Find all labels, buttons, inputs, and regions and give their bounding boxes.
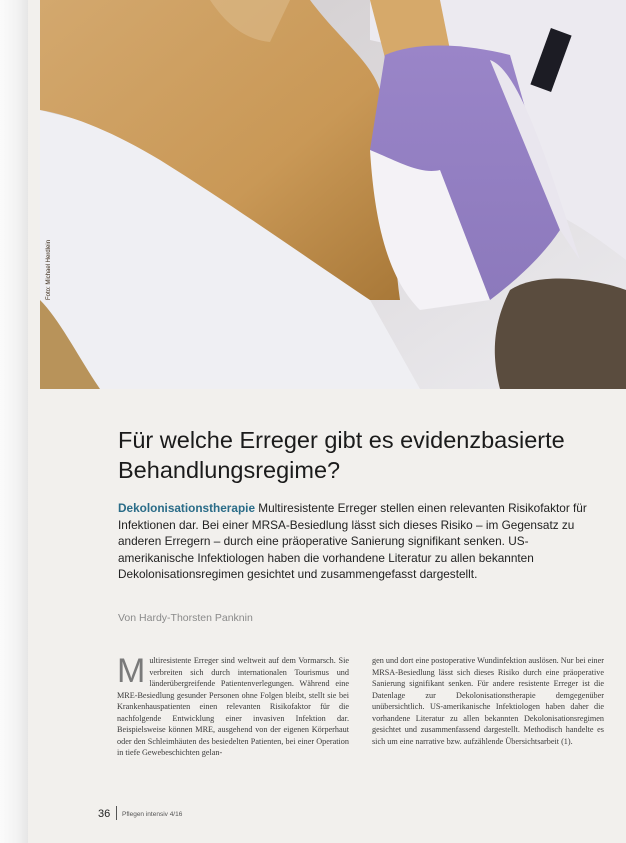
- lead-text: Multiresistente Erreger stellen einen relevanten Risikofaktor für Infektionen dar. Bei einer MRSA-Besiedlung lässt sich dieses Risiko – im Gegensatz zu anderen Erregern – durch eine präoperative Sanierung signifikant senken. US-amerikanische Infektiologen haben die vorhandene Literatur zu allen bekannten Dekolonisationsregimen gesichtet und zusammengefasst dargestellt.: [118, 501, 587, 582]
- photo-credit: Foto: Michael Herdlein: [46, 239, 52, 300]
- magazine-page: [28, 0, 626, 843]
- photo-arm-washing-glove: [40, 0, 626, 389]
- author-byline: Von Hardy-Thorsten Panknin: [118, 612, 253, 624]
- journal-name: Pflegen intensiv 4/16: [122, 811, 183, 818]
- drop-cap: M: [117, 652, 146, 690]
- lead-keyword: Dekolonisationstherapie: [118, 501, 256, 515]
- footer-divider: [116, 806, 117, 820]
- article-title: Für welche Erreger gibt es evidenzbasierte Behandlungsregime?: [118, 427, 565, 483]
- body-column-1: [117, 652, 349, 759]
- page-number: 36: [98, 808, 111, 820]
- scan-margin: [0, 0, 28, 843]
- body-column-2: gen und dort eine postoperative Wundinfektion auslösen. Nur bei einer MRSA-Besiedlung lässt sich dieses Risiko durch eine präoperative Sanierung signifikant senken. Für andere resistente Erreger ist die Datenlage zur Dekolonisationstherapie demgegenüber unübersichtlich. US-amerikanische Infektiologen haben daher die vorhandene Literatur zu allen bekannten Dekolonisationsregimen gesichtet und zusammenfassend dargestellt. Methodisch handelte es sich um eine narrative bzw. aufzählende Übersichtsarbeit (1).: [372, 656, 604, 746]
- article-lead: [118, 500, 596, 583]
- body-column-1-text: ultiresistente Erreger sind weltweit auf dem Vormarsch. Sie verbreiten sich durch internationalen Tourismus und länderübergreifende Patientenverlegungen. Während eine MRE-Besiedlung gesunder Personen ohne Folgen bleibt, stellt sie bei Krankenhauspatienten einen relevanten Risikofaktor für die nachfolgende Entwicklung einer invasiven Infektion dar. Beispielsweise können MRE, ausgehend von der eigenen Körperhaut oder den Schleimhäuten des besiedelten Patienten, bei einer Operation in tiefe Gewebeschichten gelan-: [117, 656, 349, 758]
- article-photo: [40, 0, 626, 389]
